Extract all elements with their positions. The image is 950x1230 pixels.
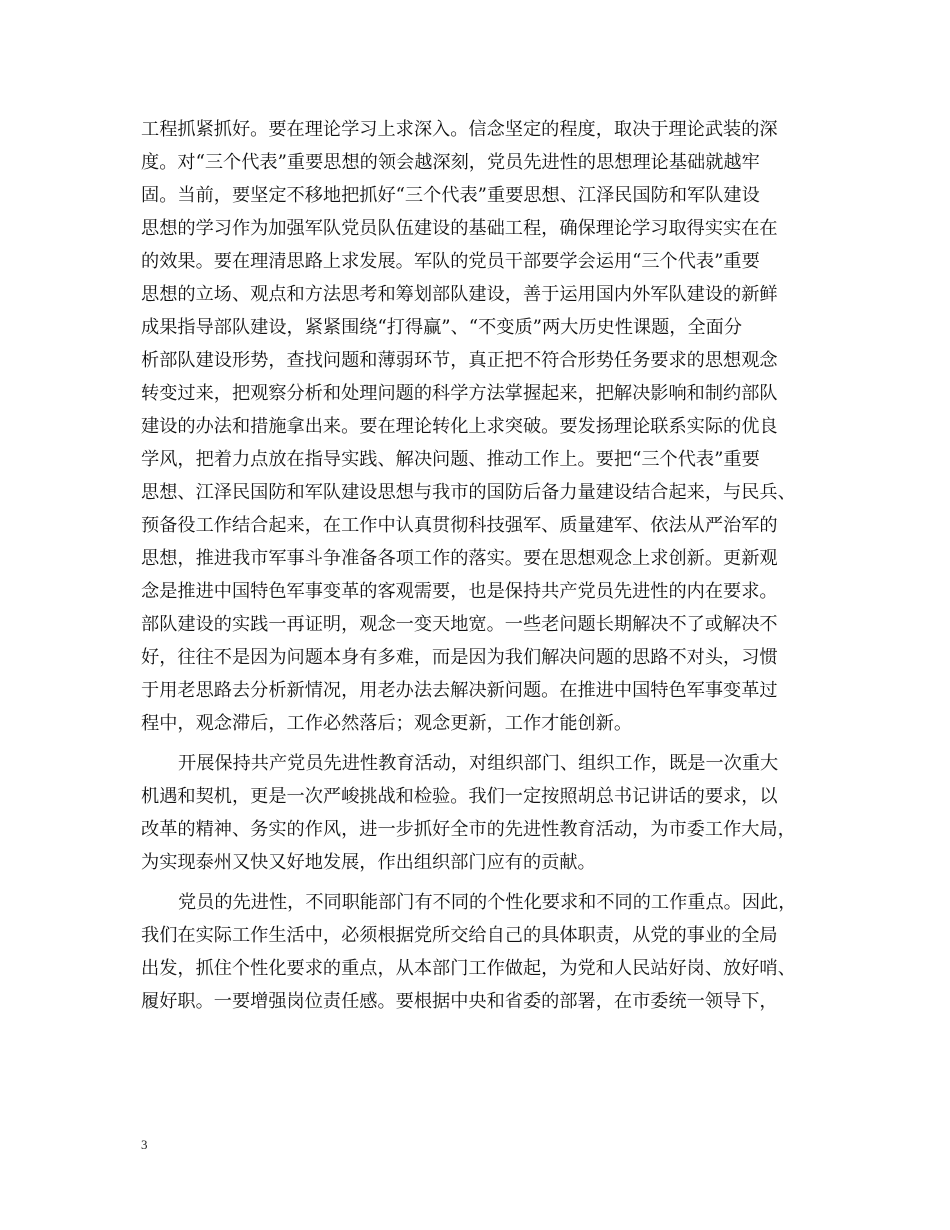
text-line: 工程抓紧抓好。要在理论学习上求深入。信念坚定的程度，取决于理论武装的深	[141, 119, 778, 140]
text-line: 我们在实际工作生活中，必须根据党所交给自己的具体职责，从党的事业的全局	[141, 925, 778, 946]
text-line: 机遇和契机，更是一次严峻挑战和检验。我们一定按照胡总书记讲话的要求，以	[141, 786, 778, 807]
page-number: 3	[141, 1137, 148, 1152]
paragraph-3	[141, 886, 821, 1018]
text-line: 思想、江泽民国防和军队建设思想与我市的国防后备力量建设结合起来，与民兵、	[141, 482, 796, 503]
text-line: 的效果。要在理清思路上求发展。军队的党员干部要学会运用“三个代表”重要	[141, 251, 760, 272]
paragraph-1	[141, 113, 821, 740]
text-line: 出发，抓住个性化要求的重点，从本部门工作做起，为党和人民站好岗、放好哨、	[141, 958, 796, 979]
text-line: 改革的精神、务实的作风，进一步抓好全市的先进性教育活动，为市委工作大局，	[141, 819, 796, 840]
text-line: 开展保持共产党员先进性教育活动，对组织部门、组织工作，既是一次重大	[178, 753, 779, 774]
text-line: 固。当前，要坚定不移地把抓好“三个代表”重要思想、江泽民国防和军队建设	[141, 185, 760, 206]
text-line: 部队建设的实践一再证明，观念一变天地宽。一些老问题长期解决不了或解决不	[141, 614, 778, 635]
text-line: 转变过来，把观察分析和处理问题的科学方法掌握起来，把解决影响和制约部队	[141, 383, 778, 404]
text-line: 建设的办法和措施拿出来。要在理论转化上求突破。要发扬理论联系实际的优良	[141, 416, 778, 437]
text-line: 思想，推进我市军事斗争准备各项工作的落实。要在思想观念上求创新。更新观	[141, 548, 778, 569]
text-line: 预备役工作结合起来，在工作中认真贯彻科技强军、质量建军、依法从严治军的	[141, 515, 778, 536]
document-body	[141, 113, 821, 1018]
text-line: 度。对“三个代表”重要思想的领会越深刻，党员先进性的思想理论基础就越牢	[141, 152, 760, 173]
text-line: 程中，观念滞后，工作必然落后；观念更新，工作才能创新。	[141, 713, 633, 734]
text-line: 党员的先进性，不同职能部门有不同的个性化要求和不同的工作重点。因此，	[178, 892, 797, 913]
text-line: 思想的学习作为加强军队党员队伍建设的基础工程，确保理论学习取得实实在在	[141, 218, 778, 239]
text-line: 成果指导部队建设，紧紧围绕“打得赢”、“不变质”两大历史性课题，全面分	[141, 317, 743, 338]
paragraph-2	[141, 747, 821, 879]
text-line: 为实现泰州又快又好地发展，作出组织部门应有的贡献。	[141, 852, 596, 873]
text-line: 于用老思路去分析新情况，用老办法去解决新问题。在推进中国特色军事变革过	[141, 680, 778, 701]
text-line: 履好职。一要增强岗位责任感。要根据中央和省委的部署，在市委统一领导下，	[141, 991, 778, 1012]
text-line: 学风，把着力点放在指导实践、解决问题、推动工作上。要把“三个代表”重要	[141, 449, 760, 470]
text-line: 析部队建设形势，查找问题和薄弱环节，真正把不符合形势任务要求的思想观念	[141, 350, 778, 371]
text-line: 好，往往不是因为问题本身有多难，而是因为我们解决问题的思路不对头，习惯	[141, 647, 778, 668]
text-line: 念是推进中国特色军事变革的客观需要，也是保持共产党员先进性的内在要求。	[141, 581, 778, 602]
text-line: 思想的立场、观点和方法思考和筹划部队建设，善于运用国内外军队建设的新鲜	[141, 284, 778, 305]
